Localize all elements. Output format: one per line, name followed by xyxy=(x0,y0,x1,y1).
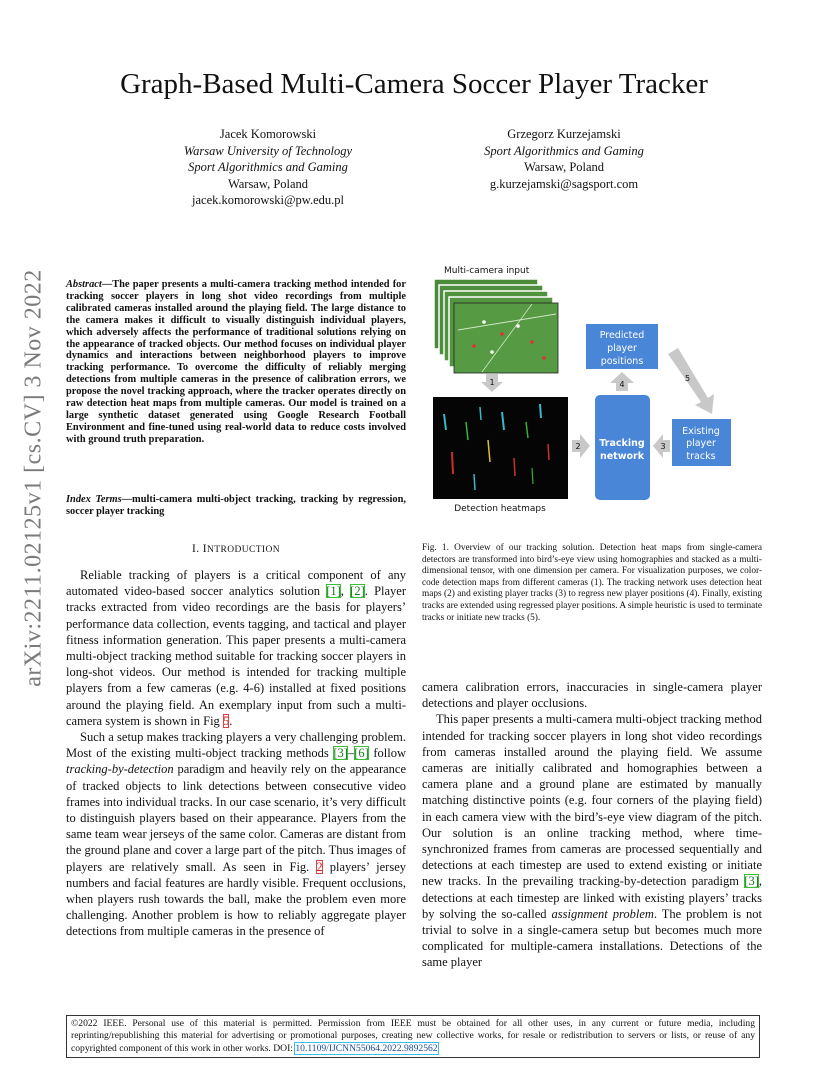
citation-link[interactable]: [6] xyxy=(354,746,369,761)
arxiv-stamp: arXiv:2211.02125v1 [cs.CV] 3 Nov 2022 xyxy=(20,269,47,687)
index-terms xyxy=(66,494,406,518)
author-name: Grzegorz Kurzejamski xyxy=(507,127,621,141)
author-email: jacek.komorowski@pw.edu.pl xyxy=(192,193,344,208)
arrow-number: 4 xyxy=(619,380,625,389)
figure-1-caption: Fig. 1. Overview of our tracking solution. Detection heat maps from single-camera detectors are transformed into bird’s-eye view using homographies and stacked as a multi-dimensional tensor, with one dimension per camera. For visualization purposes, we color-code detection maps from different cameras (1). The tracking network uses detection heat maps (2) and existing player tracks (3) to regress new player positions (4). Finally, existing tracks are extended using regressed player positions. A simple heuristic is used to terminate tracks or initiate new tracks (5). xyxy=(422,543,762,623)
multi-camera-input-label: Multi-camera input xyxy=(444,266,530,276)
predicted-positions-label: Predicted xyxy=(599,330,645,341)
text-run: . xyxy=(229,713,233,728)
index-terms-label: Index Terms xyxy=(66,494,122,505)
index-terms-text: —multi-camera multi-object tracking, tracking by regression, soccer player tracking xyxy=(66,494,406,517)
existing-tracks-label: Existing xyxy=(682,426,720,437)
section-number: I. xyxy=(191,543,203,555)
paper-title: Graph-Based Multi-Camera Soccer Player Tracker xyxy=(120,68,708,100)
predicted-positions-label: positions xyxy=(600,356,644,367)
abstract-text: —The paper presents a multi-camera tracking method intended for tracking soccer players in long shot video recordings from multiple calibrated cameras installed around the playing field. The large distance to the camera makes it difficult to visually distinguish individual players, which adversely affects the performance of traditional solutions relying on the appearance of tracked objects. Our method focuses on individual player dynamics and interactions between neighborhood players to improve tracking performance. To overcome the difficulty of reliably merging detections from multiple cameras in the presence of calibration errors, we propose the novel tracking approach, where the tracker operates directly on raw detection heat maps from multiple cameras. Our model is trained on a large synthetic dataset generated using Google Research Football Environment and fine-tuned using real-world data to reduce costs involved with ground truth preparation. xyxy=(66,279,406,445)
author-email: g.kurzejamski@sagsport.com xyxy=(489,176,639,191)
citation-link[interactable]: [2] xyxy=(350,584,365,599)
camera-frame-stack xyxy=(434,279,558,373)
paragraph xyxy=(66,567,406,729)
tracking-network-label: network xyxy=(599,451,645,462)
player-dot xyxy=(490,350,494,354)
paragraph: camera calibration errors, inaccuracies in single-camera player detections and player occlusions. xyxy=(422,680,762,711)
tracking-network-label: Tracking xyxy=(599,438,645,449)
section-heading-introduction xyxy=(66,543,406,555)
player-dot xyxy=(500,332,504,336)
text-run: paradigm and heavily rely on the appearance of tracked objects to link detections between consecutive video frames into individual tracks. In our case scenario, it’s very difficult to distinguish players based on their appearance. Players from the same team wear jerseys of the same color. Cameras are distant from the ground plane and cover a large part of the pitch. Thus images of players are relatively small. As seen in Fig. xyxy=(66,762,406,874)
author-name: Jacek Komorowski xyxy=(219,127,317,141)
author-block-2 xyxy=(414,126,714,192)
text-run: – xyxy=(347,746,355,761)
doi-link[interactable]: 10.1109/IJCNN55064.2022.9892562 xyxy=(295,1042,438,1054)
figure-link[interactable]: 2 xyxy=(316,859,323,874)
author-city: Warsaw, Poland xyxy=(227,176,309,191)
abstract xyxy=(66,279,406,446)
player-dot xyxy=(530,340,534,344)
text-run: Reliable tracking of players is a critical component of any automated video-based soccer analytics solution xyxy=(66,568,406,599)
paragraph xyxy=(422,711,762,970)
section-initial: I xyxy=(202,543,207,555)
arrow-number: 1 xyxy=(489,378,495,387)
text-run: , xyxy=(340,584,351,599)
emphasis: assignment problem xyxy=(551,906,654,921)
existing-tracks-label: player xyxy=(686,438,716,449)
citation-link[interactable]: [1] xyxy=(326,584,341,599)
player-dot xyxy=(542,356,546,360)
emphasis: tracking-by-detection xyxy=(66,762,174,777)
arrow-number: 5 xyxy=(685,374,691,383)
arrow-5 xyxy=(668,348,714,414)
paragraph xyxy=(66,729,406,940)
author-affiliation: Sport Algorithmics and Gaming xyxy=(484,143,644,158)
text-run: This paper presents a multi-camera multi-object tracking method intended for tracking soccer players in long shot video recordings from cameras installed around the playing field. We assume cameras are initially calibrated and homographies between a camera plane and a ground plane are estimated by manually matching distinctive points (e.g. four corners of the playing field) in each camera view with the bird’s-eye view diagram of the pitch. Our solution is an online tracking method, where time-synchronized frames from cameras are processed sequentially and detections at each timestep are used to extend existing or initiate new tracks. In the prevailing tracking-by-detection paradigm xyxy=(422,712,762,889)
player-dot xyxy=(516,324,520,328)
abstract-label: Abstract xyxy=(66,279,102,290)
player-dot xyxy=(472,344,476,348)
text-run: Such a setup makes tracking players a very challenging problem. Most of the existing multi-object tracking methods xyxy=(66,730,406,761)
figure-1-diagram xyxy=(422,262,762,520)
copyright-text: ©2022 IEEE. Personal use of this material is permitted. Permission from IEEE must be obtained for all other uses, in any current or future media, including reprinting/republishing this material for advertising or promotional purposes, creating new collective works, for resale or redistribution to servers or lists, or reuse of any copyrighted component of this work in other works. DOI: xyxy=(71,1018,755,1054)
text-run: . The problem is not trivial to solve in a single-camera setup but becomes much more complicated for multiple-camera installations. Detections of the same player xyxy=(422,906,762,970)
detection-heatmaps-label: Detection heatmaps xyxy=(454,504,546,514)
camera-frame-front xyxy=(454,303,558,373)
citation-link[interactable]: [3] xyxy=(744,874,759,889)
copyright-notice xyxy=(66,1015,760,1058)
author-block-1 xyxy=(118,126,418,209)
author-city: Warsaw, Poland xyxy=(523,160,605,175)
author-affiliation: Warsaw University of Technology xyxy=(183,143,353,158)
section-title-rest: NTRODUCTION xyxy=(207,545,281,555)
existing-tracks-label: tracks xyxy=(686,451,716,462)
arrow-number: 3 xyxy=(660,442,666,451)
intro-column-2 xyxy=(422,679,762,971)
text-run: players’ jersey numbers and facial features are hardly visible. Frequent occlusions, when players rush towards the ball, make the problem even more challenging. Another problem is how to reliably aggregate player detections from multiple cameras in the presence of xyxy=(66,859,406,939)
citation-link[interactable]: [3] xyxy=(333,746,348,761)
text-run: , detections at each timestep are linked with existing players’ tracks by solving the so-called xyxy=(422,874,762,921)
author-affiliation: Sport Algorithmics and Gaming xyxy=(188,160,348,175)
figure-link[interactable]: 5 xyxy=(222,713,230,728)
player-dot xyxy=(482,320,486,324)
text-run: . Player tracks extracted from video recordings are the basis for players’ performance data collection, events tagging, and tactical and player fitness information generation. This paper presents a multi-camera multi-object tracking method suitable for tracking soccer players in long-shot videos. Our method is intended for tracking multiple players from a few cameras (e.g. 4-6) installed at fixed positions around the playing field. An exemplary input from such a multi-camera system is shown in Fig xyxy=(66,584,407,728)
arrow-number: 2 xyxy=(575,442,581,451)
text-run: follow xyxy=(368,746,406,761)
predicted-positions-label: player xyxy=(607,343,637,354)
intro-column-1 xyxy=(66,567,406,940)
